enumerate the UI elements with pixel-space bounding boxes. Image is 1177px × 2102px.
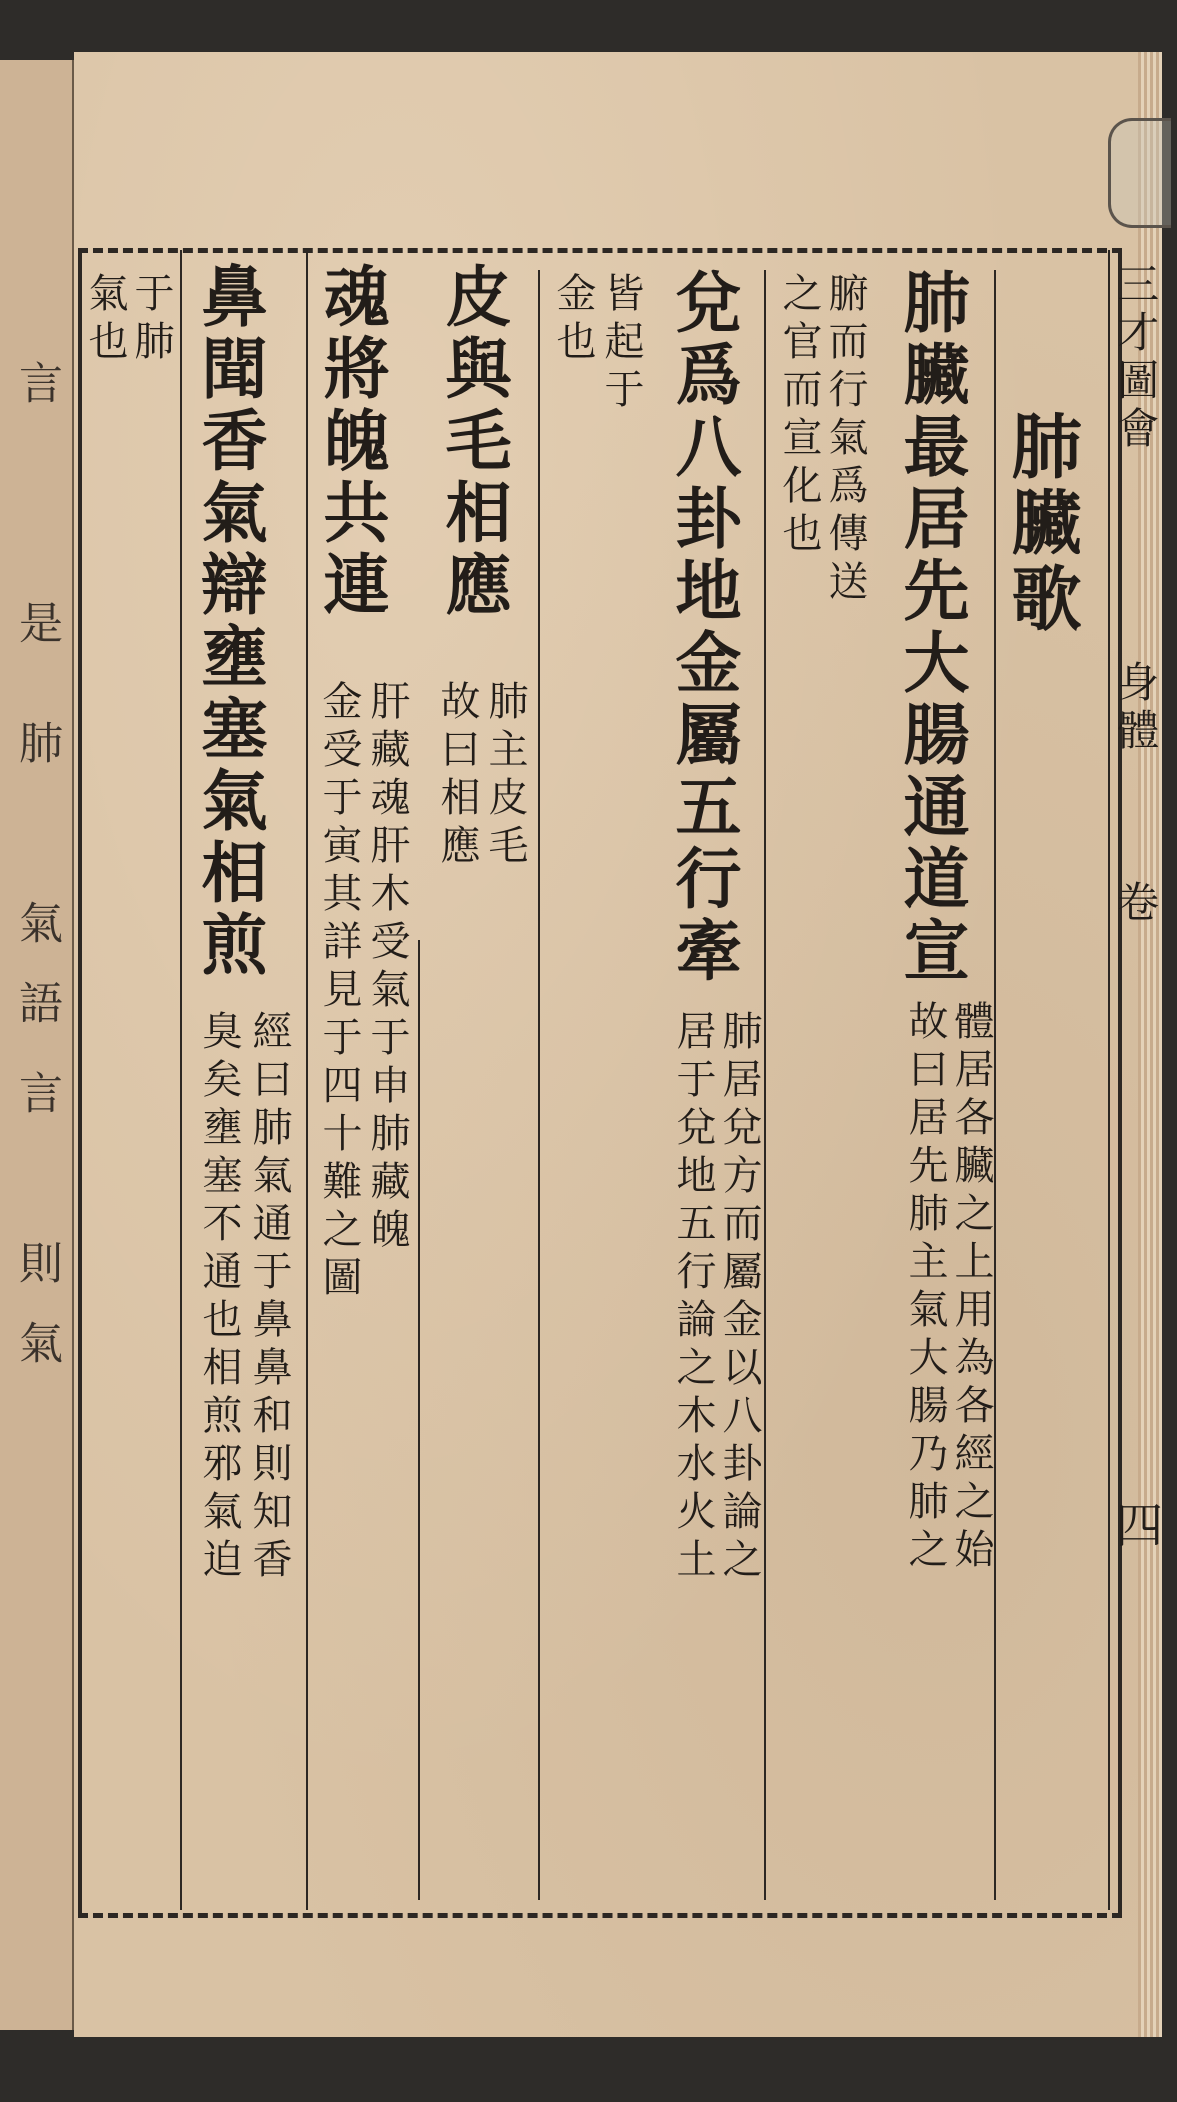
verse-line: 皮與毛相應 xyxy=(434,262,512,622)
commentary-line: 肺居兌方而屬金以八卦論之 xyxy=(716,1010,762,1586)
facing-page-fragment: 是 xyxy=(11,600,62,644)
section-heading: 肺臟歌 xyxy=(1000,410,1083,638)
commentary-line: 肺主皮毛 xyxy=(482,680,528,872)
margin-volume: 卷 xyxy=(1111,880,1161,928)
verse-line: 肺臟最居先大腸通道宣 xyxy=(892,268,970,988)
commentary-line: 金也 xyxy=(550,272,596,368)
facing-page-fragment: 語 xyxy=(11,980,62,1024)
commentary-line: 于肺 xyxy=(128,272,174,368)
facing-page-fragment: 氣 xyxy=(11,1320,62,1364)
facing-page-fragment: 則 xyxy=(11,1240,62,1284)
verse-line: 鼻聞香氣辯壅塞氣相煎 xyxy=(190,262,268,982)
facing-page-fragment: 肺 xyxy=(11,720,62,764)
margin-folio-number: 四 xyxy=(1106,1500,1163,1554)
margin-book-title: 三才圖會 xyxy=(1111,262,1161,454)
facing-page xyxy=(0,60,75,2030)
commentary-line: 體居各臟之上用為各經之始 xyxy=(948,1000,994,1576)
verse-line: 魂將魄共連 xyxy=(312,262,390,622)
commentary-line: 居于兌地五行論之木水火土 xyxy=(670,1010,716,1586)
commentary-line: 之官而宣化也 xyxy=(776,272,822,560)
commentary-line: 腑而行氣爲傳送 xyxy=(822,272,868,608)
commentary-line: 金受于寅其詳見于四十難之圖 xyxy=(316,680,362,1304)
margin-category: 身體 xyxy=(1111,660,1161,756)
commentary-line: 經曰肺氣通于鼻鼻和則知香 xyxy=(246,1010,292,1586)
facing-page-fragment: 言 xyxy=(11,360,62,404)
facing-page-fragment: 氣 xyxy=(11,900,62,944)
commentary-line: 故曰相應 xyxy=(434,680,480,872)
commentary-line: 皆起于 xyxy=(598,272,644,416)
column-rule xyxy=(764,270,766,1900)
commentary-line: 肝藏魂肝木受氣于申肺藏魄 xyxy=(364,680,410,1256)
commentary-line: 臭矣壅塞不通也相煎邪氣迫 xyxy=(196,1010,242,1586)
verse-line: 兌爲八卦地金屬五行牽 xyxy=(664,268,742,988)
commentary-line: 氣也 xyxy=(82,272,128,368)
column-rule xyxy=(538,270,540,1900)
commentary-line: 故曰居先肺主氣大腸乃肺之 xyxy=(902,1000,948,1576)
column-rule xyxy=(418,940,420,1900)
column-rule xyxy=(180,250,182,1910)
margin-rule xyxy=(1108,250,1110,1910)
binding-clip xyxy=(1108,118,1171,228)
facing-page-fragment: 言 xyxy=(11,1070,62,1114)
column-rule xyxy=(306,250,308,1910)
